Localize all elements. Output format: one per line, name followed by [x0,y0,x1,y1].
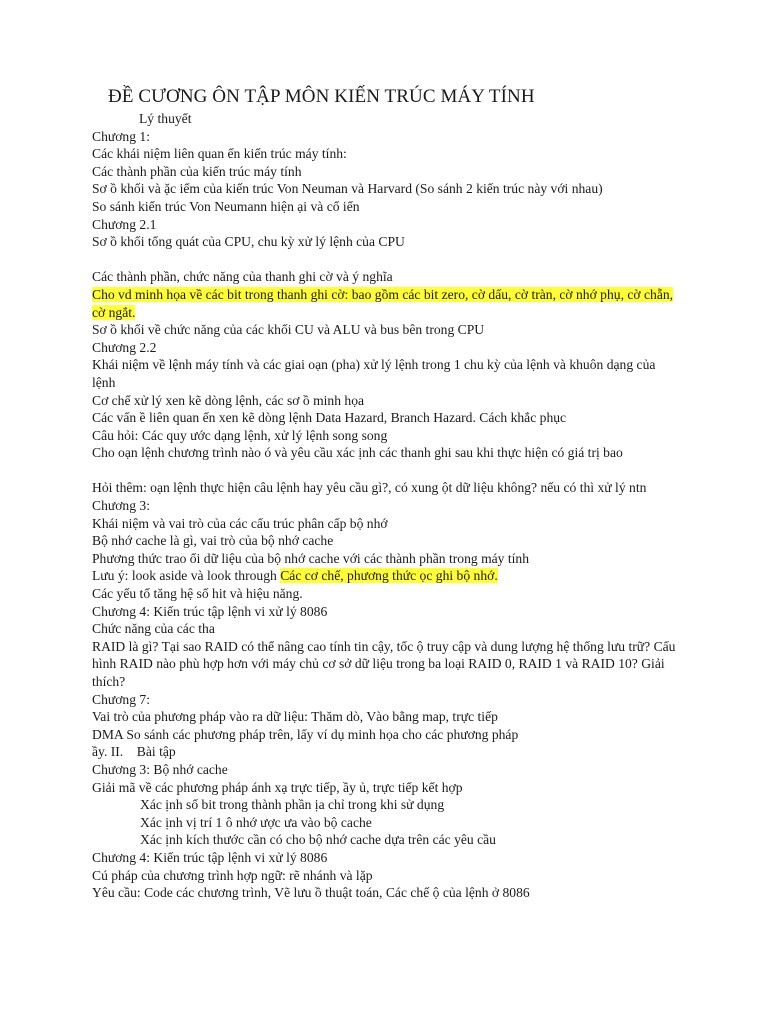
text-line: Câu hỏi: Các quy ước dạng lệnh, xử lý lệnh song song [92,427,388,443]
text-line: Cho oạn lệnh chương trình nào ó và yêu cầu xác ịnh các thanh ghi sau khi thực hiện có giá trị bao [92,445,623,461]
text-line: So sánh kiến trúc Von Neumann hiện ại và cổ iển [92,198,360,214]
text-paragraph: Khái niệm về lệnh máy tính và các giai oạn (pha) xử lý lệnh trong 1 chu kỳ của lệnh và khuôn dạng của lệnh [92,357,656,390]
text-line: Chức năng của các tha [92,621,215,637]
section-heading-theory: Lý thuyết [139,111,192,126]
text-paragraph: RAID là gì? Tại sao RAID có thể nâng cao tính tin cậy, tốc ộ truy cập và dung lượng hệ thống lưu trữ? Cấu hình RAID nào phù hợp hơn với máy chủ cơ sở dữ liệu trong ba loại RAID 0, RAID 1 và RAID 10? Giải thích? [92,638,676,689]
section-heading-exercises: ầy. II. Bài tập [92,744,176,760]
text-line: Hỏi thêm: oạn lệnh thực hiện câu lệnh hay yêu cầu gì?, có xung ột dữ liệu không? nếu có thì xử lý ntn [92,480,647,496]
document-title: ĐỀ CƯƠNG ÔN TẬP MÔN KIẾN TRÚC MÁY TÍNH [108,86,535,107]
text-line: DMA So sánh các phương pháp trên, lấy ví dụ minh họa cho các phương pháp [92,726,519,742]
text-line: Các yếu tố tăng hệ số hit và hiệu năng. [92,586,303,602]
chapter-heading: Chương 1: [92,128,150,144]
text-line: Khái niệm và vai trò của các cấu trúc phân cấp bộ nhớ [92,515,388,531]
text-line: Giải mã về các phương pháp ánh xạ trực tiếp, ầy ủ, trực tiếp kết hợp [92,779,463,795]
chapter-heading: Chương 7: [92,691,150,707]
text-line: Vai trò của phương pháp vào ra dữ liệu: Thăm dò, Vào bằng map, trực tiếp [92,709,498,725]
indented-item: Xác ịnh kích thước cần có cho bộ nhớ cache dựa trên các yêu cầu [140,832,496,848]
text-line: Bộ nhớ cache là gì, vai trò của bộ nhớ cache [92,533,334,549]
chapter-heading: Chương 3: [92,498,150,514]
chapter-heading: Chương 4: Kiến trúc tập lệnh vi xử lý 8086 [92,849,328,865]
text-line: Các thành phần, chức năng của thanh ghi cờ và ý nghĩa [92,269,393,285]
text-line: Phương thức trao ổi dữ liệu của bộ nhớ cache với các thành phần trong máy tính [92,550,530,566]
text-line: Cú pháp của chương trình hợp ngữ: rẽ nhánh và lặp [92,867,373,883]
text-line: Sơ ồ khối và ặc iểm của kiến trúc Von Neuman và Harvard (So sánh 2 kiến trúc này với nhau) [92,181,603,197]
blank-line [92,462,682,480]
text-line: Các khái niệm liên quan ến kiến trúc máy tính: [92,146,347,162]
text-line: Yêu cầu: Code các chương trình, Vẽ lưu ồ thuật toán, Các chế ộ của lệnh ở 8086 [92,885,530,901]
chapter-heading: Chương 4: Kiến trúc tập lệnh vi xử lý 8086 [92,603,328,619]
chapter-heading: Chương 2.2 [92,339,157,355]
highlighted-paragraph [92,286,682,321]
text-line: Các vấn ề liên quan ến xen kẽ dòng lệnh Data Hazard, Branch Hazard. Cách khắc phục [92,410,567,426]
document-body [92,110,682,902]
highlighted-text: Cho vd minh họa về các bit trong thanh ghi cờ: bao gồm các bit zero, cờ dấu, cờ tràn, cờ nhớ phụ, cờ chẵn, cờ ngắt. [92,286,674,320]
text-line: Cơ chế xử lý xen kẽ dòng lệnh, các sơ ồ minh họa [92,392,365,408]
chapter-heading: Chương 2.1 [92,216,157,232]
text-line: Các thành phần của kiến trúc máy tính [92,163,302,179]
note-text: Lưu ý: look aside và look through [92,568,281,584]
indented-item: Xác ịnh vị trí 1 ô nhớ ược ưa vào bộ cache [140,814,372,830]
chapter-heading: Chương 3: Bộ nhớ cache [92,761,228,777]
text-line: Sơ ồ khối tổng quát của CPU, chu kỳ xử lý lệnh của CPU [92,234,405,250]
highlighted-text: Các cơ chế, phương thức ọc ghi bộ nhớ. [280,568,498,584]
text-line-with-highlight [92,567,682,585]
text-line: Sơ ồ khối về chức năng của các khối CU và ALU và bus bên trong CPU [92,322,485,338]
blank-line [92,251,682,269]
indented-item: Xác ịnh số bit trong thành phần ịa chỉ trong khi sử dụng [140,797,445,813]
